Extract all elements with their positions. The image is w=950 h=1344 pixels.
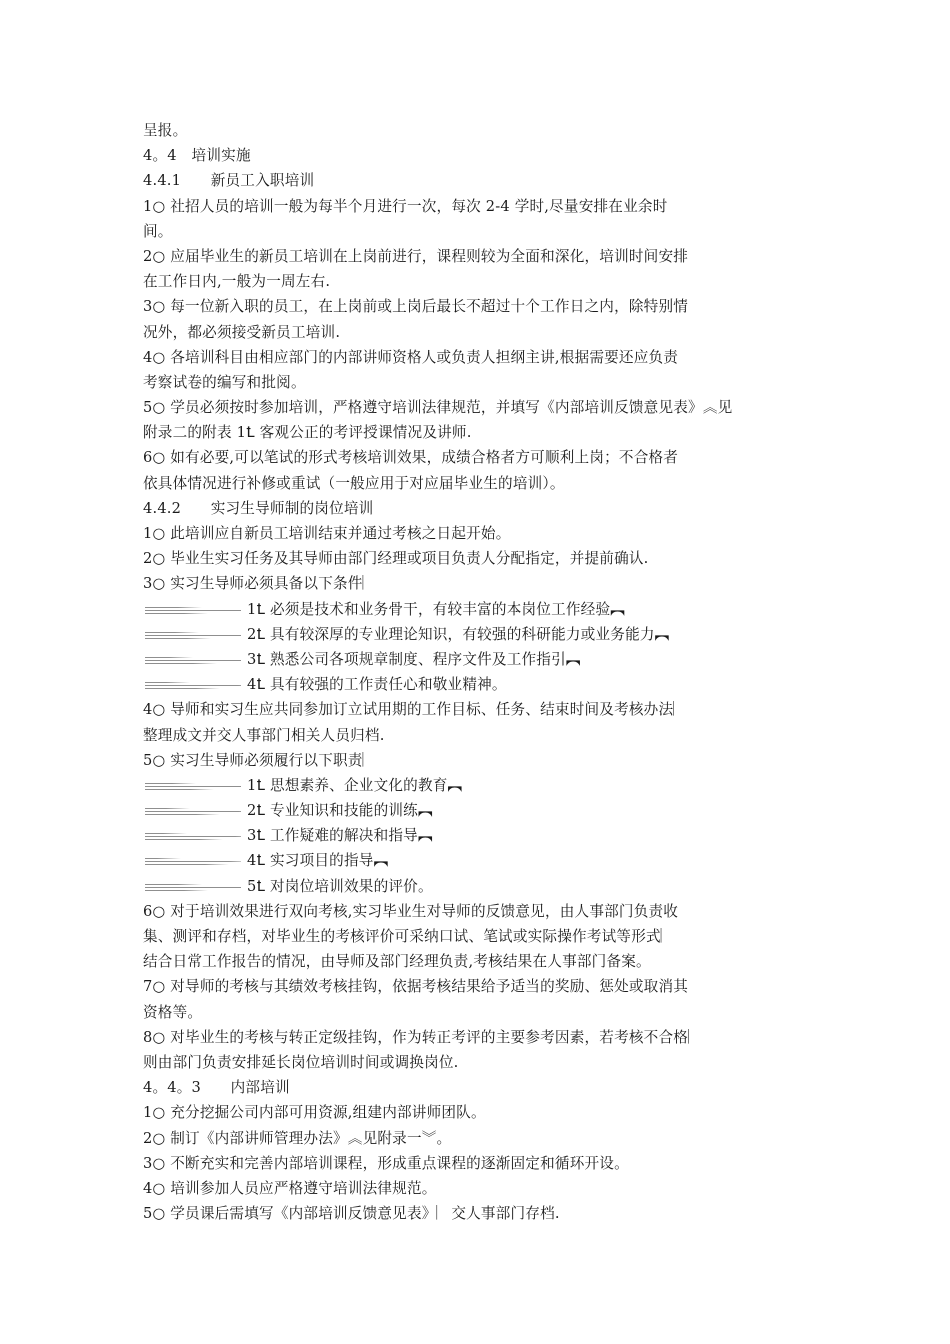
- text-line: 4。4。3 内部培训: [143, 1079, 290, 1097]
- text-line: 4.4.2 实习生导师制的岗位培训: [143, 499, 374, 517]
- sub-list-item: 3Ꝉ 工作疑难的解决和指导︻: [143, 823, 843, 848]
- text-line: 6○ 对于培训效果进行双向考核,实习毕业生对导师的反馈意见，由人事部门负责收: [143, 902, 679, 920]
- text-line: 8○ 对毕业生的考核与转正定级挂钩，作为转正考评的主要参考因素，若考核不合格︳: [143, 1028, 703, 1046]
- text-line: 4○ 各培训科目由相应部门的内部讲师资格人或负责人担纲主讲,根据需要还应负责: [143, 348, 679, 366]
- text-line: 结合日常工作报告的情况，由导师及部门经理负责,考核结果在人事部门备案。: [143, 953, 651, 971]
- text-line: 5○ 学员课后需填写《内部培训反馈意见表》︳交人事部门存档.: [143, 1205, 560, 1223]
- sub-list-item: 4Ꝉ 实习项目的指导︻: [143, 848, 843, 873]
- text-line: 3○ 不断充实和完善内部培训课程，形成重点课程的逐渐固定和循环开设。: [143, 1154, 629, 1172]
- text-line: 资格等。: [143, 1003, 203, 1021]
- sub-list-item: 3Ꝉ 熟悉公司各项规章制度、程序文件及工作指引︻: [143, 647, 843, 672]
- sub-list-item: 1Ꝉ 思想素养、企业文化的教育︻: [143, 773, 843, 798]
- sub-list-item: 4Ꝉ 具有较强的工作责任心和敬业精神。: [143, 672, 843, 697]
- text-line: 1○ 此培训应自新员工培训结束并通过考核之日起开始。: [143, 525, 511, 542]
- text-line: 2○ 毕业生实习任务及其导师由部门经理或项目负责人分配指定，并提前确认.: [143, 550, 649, 568]
- text-line: 考察试卷的编写和批阅。: [143, 373, 306, 391]
- text-line: 7○ 对导师的考核与其绩效考核挂钩，依据考核结果给予适当的奖励、惩处或取消其: [143, 978, 689, 996]
- text-line: 呈报。: [143, 122, 188, 139]
- text-line: 1○ 充分挖掘公司内部可用资源,组建内部讲师团队。: [143, 1104, 486, 1122]
- sub-list-item: 2Ꝉ 具有较深厚的专业理论知识，有较强的科研能力或业务能力︻: [143, 622, 843, 647]
- text-line: 3○ 每一位新入职的员工，在上岗前或上岗后最长不超过十个工作日之内，除特别情: [143, 298, 689, 316]
- document-body: [143, 118, 843, 1226]
- text-line: 在工作日内,一般为一周左右.: [143, 273, 331, 291]
- text-line: 3○ 实习生导师必须具备以下条件︳: [143, 575, 378, 593]
- text-line: 2○ 应届毕业生的新员工培训在上岗前进行，课程则较为全面和深化，培训时间安排: [143, 247, 689, 265]
- text-line: 整理成文并交人事部门相关人员归档.: [143, 726, 385, 744]
- text-line: 4.4.1 新员工入职培训: [143, 172, 315, 190]
- text-line: 5○ 实习生导师必须履行以下职责︳: [143, 751, 378, 769]
- sub-list-item: 5Ꝉ 对岗位培训效果的评价。: [143, 874, 843, 899]
- text-line: 间。: [143, 222, 173, 240]
- text-line: 则由部门负责安排延长岗位培训时间或调换岗位.: [143, 1053, 459, 1071]
- sub-list-item: 1Ꝉ 必须是技术和业务骨干，有较丰富的本岗位工作经验︻: [143, 597, 843, 622]
- text-line: 4。4 培训实施: [143, 147, 251, 165]
- text-line: 况外，都必须接受新员工培训.: [143, 323, 341, 341]
- text-line: 2○ 制订《内部讲师管理办法》︽见附录一︾。: [143, 1129, 452, 1147]
- text-line: 6○ 如有必要,可以笔试的形式考核培训效果，成绩合格者方可顺利上岗；不合格者: [143, 449, 679, 467]
- text-line: 5○ 学员必须按时参加培训，严格遵守培训法律规范，并填写《内部培训反馈意见表》︽见: [143, 399, 733, 417]
- text-line: 集、测评和存档，对毕业生的考核评价可采纳口试、笔试或实际操作考试等形式︳: [143, 928, 676, 945]
- sub-list-item: 2Ꝉ 专业知识和技能的训练︻: [143, 798, 843, 823]
- text-line: 4○ 培训参加人员应严格遵守培训法律规范。: [143, 1179, 437, 1197]
- text-line: 依具体情况进行补修或重试（一般应用于对应届毕业生的培训）。: [143, 474, 565, 492]
- text-line: 1○ 社招人员的培训一般为每半个月进行一次，每次 2-4 学时,尽量安排在业余时: [143, 197, 668, 215]
- text-line: 4○ 导师和实习生应共同参加订立试用期的工作目标、任务、结束时间及考核办法︳: [143, 701, 689, 719]
- text-line: 附录二的附表 1Ꝉ 客观公正的考评授课情况及讲师.: [143, 424, 472, 442]
